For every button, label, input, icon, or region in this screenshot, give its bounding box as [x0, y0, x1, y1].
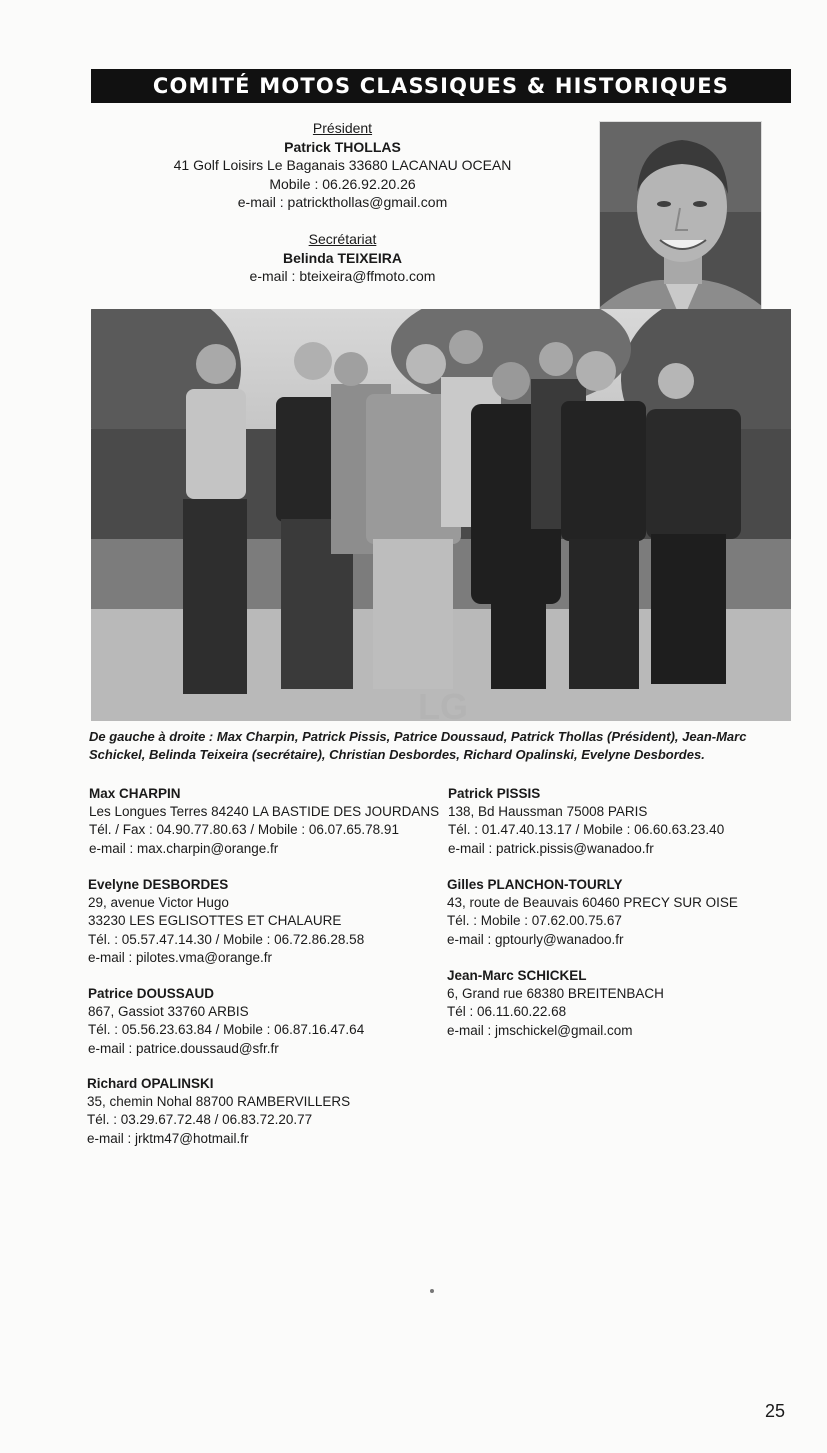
watermark: LG [418, 686, 468, 727]
president-address: 41 Golf Loisirs Le Baganais 33680 LACANAU OCEAN [173, 157, 512, 173]
contact-card [448, 785, 724, 858]
contact-address: 35, chemin Nohal 88700 RAMBERVILLERS [87, 1094, 351, 1110]
president-role: Président [312, 120, 373, 136]
committee-group-photo [91, 309, 791, 721]
contact-address: 138, Bd Haussman 75008 PARIS [448, 804, 648, 820]
contact-email: e-mail : jrktm47@hotmail.fr [87, 1130, 249, 1146]
decorative-dot [430, 1289, 434, 1293]
contact-phone: Tél. : 01.47.40.13.17 / Mobile : 06.60.63.23.40 [448, 822, 725, 838]
secretariat-name: Belinda TEIXEIRA [282, 249, 403, 266]
contact-email: e-mail : gptourly@wanadoo.fr [447, 931, 624, 947]
photo-caption: De gauche à droite : Max Charpin, Patrick Pissis, Patrice Doussaud, Patrick Thollas (Président), Jean-Marc Schickel, Belinda Teixeira (secrétaire), Christian Desbordes, Richard Opalinski, Evelyne Desbordes. [89, 729, 747, 762]
contact-phone: Tél. : 03.29.67.72.48 / 06.83.72.20.77 [87, 1112, 313, 1128]
secretariat-block [150, 230, 535, 286]
group-photo-illustration [91, 309, 791, 721]
page-number: 25 [765, 1401, 786, 1421]
president-mobile: Mobile : 06.26.92.20.26 [269, 175, 416, 192]
contact-card [88, 876, 364, 967]
contact-phone: Tél. / Fax : 04.90.77.80.63 / Mobile : 06.07.65.78.91 [89, 822, 399, 838]
contact-email: e-mail : patrick.pissis@wanadoo.fr [448, 840, 654, 856]
contact-name: Richard OPALINSKI [87, 1076, 214, 1091]
contact-email: e-mail : jmschickel@gmail.com [447, 1022, 633, 1038]
contact-name: Patrice DOUSSAUD [88, 986, 215, 1001]
contact-address: Les Longues Terres 84240 LA BASTIDE DES JOURDANS [89, 804, 440, 820]
contact-card [447, 967, 664, 1040]
contact-card [447, 876, 738, 949]
contact-name: Jean-Marc SCHICKEL [447, 968, 587, 983]
president-email: e-mail : patrickthollas@gmail.com [237, 194, 448, 210]
contact-name: Patrick PISSIS [448, 786, 541, 801]
president-block [150, 119, 535, 212]
secretariat-email: e-mail : bteixeira@ffmoto.com [249, 268, 436, 284]
secretariat-role: Secrétariat [308, 231, 377, 247]
contact-phone: Tél. : Mobile : 07.62.00.75.67 [447, 913, 622, 929]
committee-title-banner [91, 69, 791, 103]
contact-name: Evelyne DESBORDES [88, 877, 229, 892]
contact-address: 43, route de Beauvais 60460 PRECY SUR OISE [447, 895, 738, 911]
contact-address: 33230 LES EGLISOTTES ET CHALAURE [88, 913, 342, 929]
contact-address: 29, avenue Victor Hugo [88, 895, 229, 911]
contact-address: 6, Grand rue 68380 BREITENBACH [447, 986, 664, 1002]
contact-card [88, 985, 364, 1058]
contact-email: e-mail : max.charpin@orange.fr [89, 840, 279, 856]
committee-title: COMITÉ MOTOS CLASSIQUES & HISTORIQUES [152, 74, 730, 98]
contact-name: Gilles PLANCHON-TOURLY [447, 877, 623, 892]
contact-phone: Tél : 06.11.60.22.68 [447, 1004, 567, 1020]
president-name: Patrick THOLLAS [284, 138, 401, 155]
contact-name: Max CHARPIN [89, 786, 181, 801]
contact-address: 867, Gassiot 33760 ARBIS [88, 1004, 249, 1020]
contact-card [87, 1075, 350, 1148]
contact-phone: Tél. : 05.56.23.63.84 / Mobile : 06.87.16.47.64 [88, 1022, 365, 1038]
contact-phone: Tél. : 05.57.47.14.30 / Mobile : 06.72.86.28.58 [88, 931, 365, 947]
contact-card [89, 785, 439, 858]
contact-email: e-mail : patrice.doussaud@sfr.fr [88, 1040, 279, 1056]
contact-email: e-mail : pilotes.vma@orange.fr [88, 949, 273, 965]
